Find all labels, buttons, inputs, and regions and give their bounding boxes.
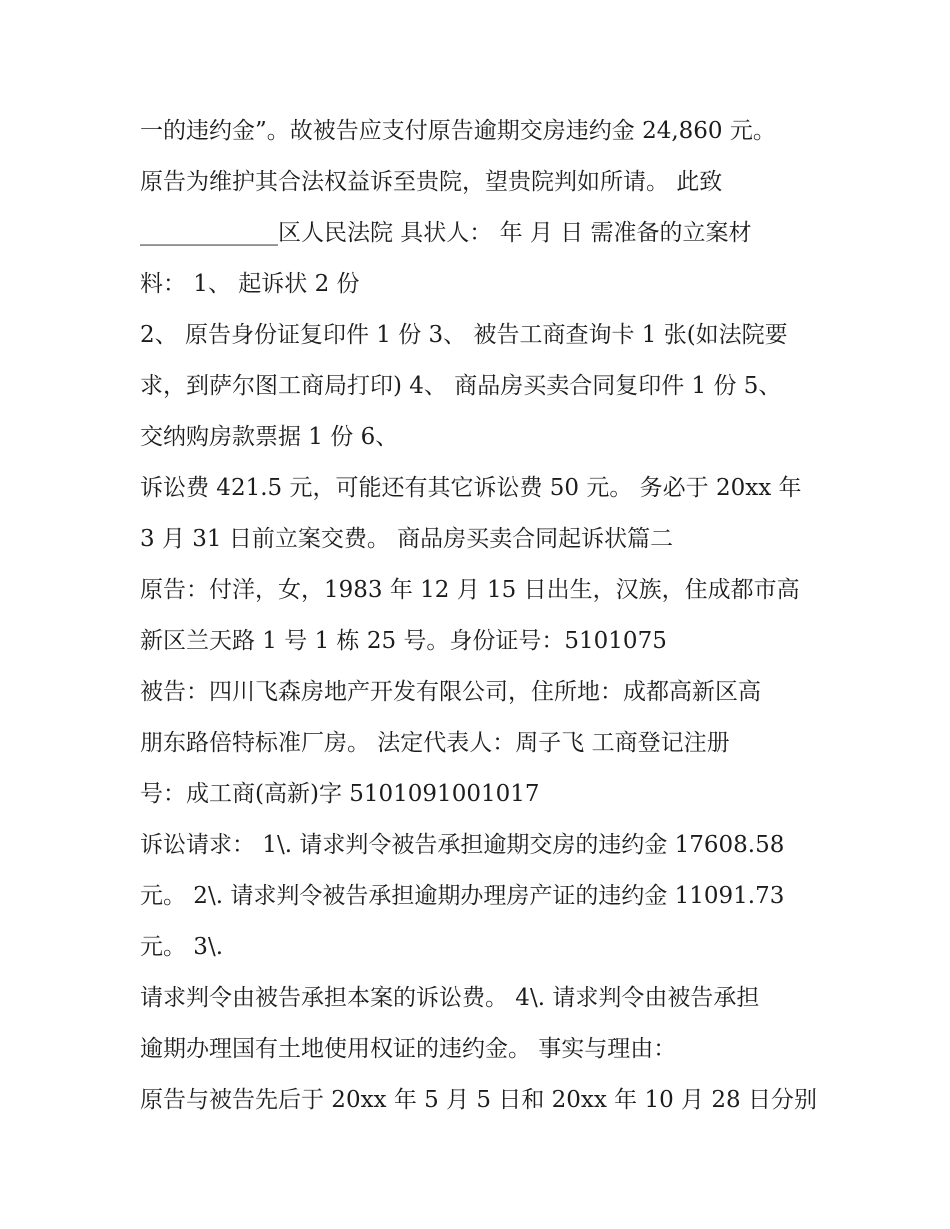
text-line-10: 原告：付洋，女，1983 年 12 月 15 日出生，汉族，住成都市高	[140, 577, 800, 603]
text-line-9: 3 月 31 日前立案交费。 商品房买卖合同起诉状篇二	[140, 526, 674, 552]
text-line-16: 元。 2\. 请求判令被告承担逾期办理房产证的违约金 11091.73	[140, 883, 785, 909]
text-line-7: 交纳购房款票据 1 份 6、	[140, 424, 399, 450]
text-line-14: 号：成工商(高新)字 5101091001017	[140, 781, 540, 807]
text-line-17: 元。 3\.	[140, 934, 224, 960]
text-line-19: 逾期办理国有土地使用权证的违约金。 事实与理由：	[140, 1036, 677, 1062]
text-line-5: 2、 原告身份证复印件 1 份 3、 被告工商查询卡 1 张(如法院要	[140, 322, 788, 348]
text-line-8: 诉讼费 421.5 元，可能还有其它诉讼费 50 元。 务必于 20xx 年	[140, 475, 802, 501]
text-line-15: 诉讼请求： 1\. 请求判令被告承担逾期交房的违约金 17608.58	[140, 832, 785, 858]
text-line-18: 请求判令由被告承担本案的诉讼费。 4\. 请求判令由被告承担	[140, 985, 760, 1011]
text-line-4: 料： 1、 起诉状 2 份	[140, 271, 360, 297]
text-line-20: 原告与被告先后于 20xx 年 5 月 5 日和 20xx 年 10 月 28 日分别	[140, 1087, 817, 1113]
text-line-13: 朋东路倍特标准厂房。 法定代表人：周子飞 工商登记注册	[140, 730, 730, 756]
text-line-1: 一的违约金”。故被告应支付原告逾期交房违约金 24,860 元。	[140, 118, 776, 144]
text-line-11: 新区兰天路 1 号 1 栋 25 号。身份证号：5101075	[140, 628, 667, 654]
document-body	[140, 106, 830, 1126]
text-line-12: 被告：四川飞森房地产开发有限公司，住所地：成都高新区高	[140, 679, 761, 705]
text-line-3: ____________区人民法院 具状人： 年 月 日 需准备的立案材	[140, 220, 752, 246]
text-line-6: 求，到萨尔图工商局打印) 4、 商品房买卖合同复印件 1 份 5、	[140, 373, 782, 399]
text-line-2: 原告为维护其合法权益诉至贵院，望贵院判如所请。 此致	[140, 169, 723, 195]
